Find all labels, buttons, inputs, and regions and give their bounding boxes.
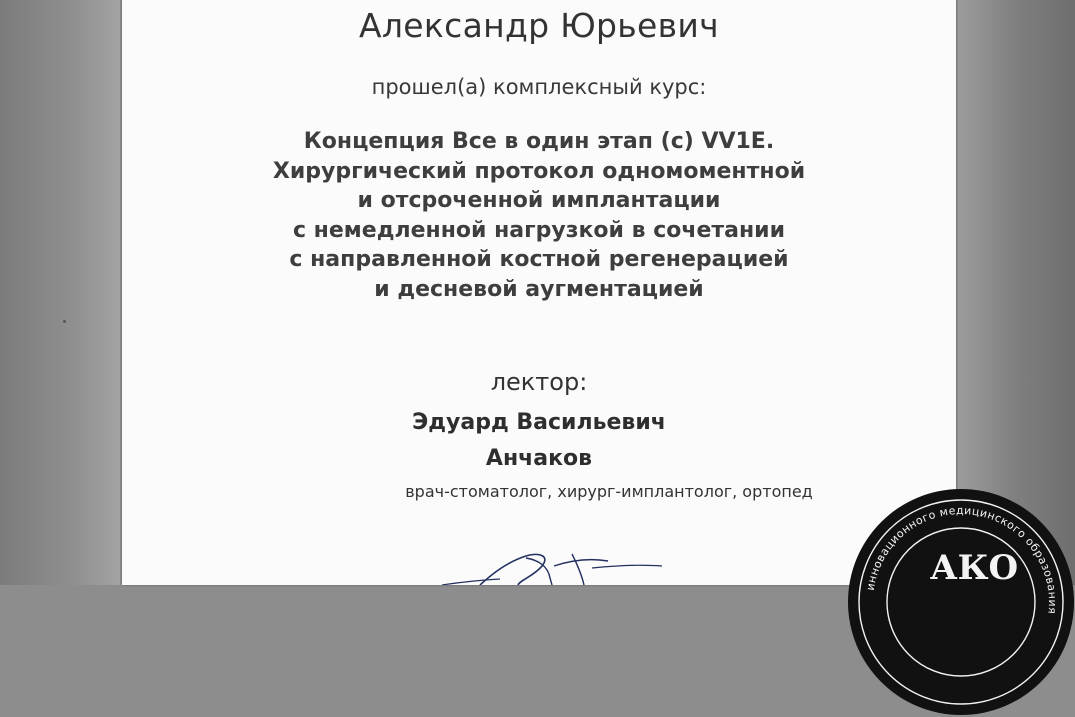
certificate-page xyxy=(122,0,1060,615)
lector-name xyxy=(122,405,956,477)
course-title-line: Концепция Все в один этап (с) VV1E. xyxy=(303,129,775,154)
lector-role: врач-стоматолог, хирург-имплантолог, ортопед xyxy=(405,482,813,501)
handwritten-signature xyxy=(422,536,742,585)
scan-background-left xyxy=(0,0,120,585)
course-title-line: и десневой аугментацией xyxy=(374,276,704,302)
lector-label: лектор: xyxy=(490,368,588,396)
lector-last-name: Анчаков xyxy=(485,446,593,471)
seal-center-text: АКО xyxy=(929,548,1019,588)
course-title-line: и отсроченной имплантации xyxy=(357,188,721,213)
scan-speck xyxy=(63,320,66,323)
organization-seal xyxy=(846,487,1075,717)
passed-course-text: прошел(а) комплексный курс: xyxy=(371,75,707,99)
lector-first-name: Эдуард Васильевич xyxy=(412,410,666,435)
course-title xyxy=(122,127,956,304)
course-title-line: Хирургический протокол одномоментной xyxy=(272,158,806,184)
course-title-line: с немедленной нагрузкой в сочетании xyxy=(292,217,786,243)
course-title-line: с направленной костной регенерацией xyxy=(289,247,789,272)
seal-ring-text: инновационного медицинского образования xyxy=(863,503,1060,615)
recipient-name: Александр Юрьевич xyxy=(359,6,719,45)
